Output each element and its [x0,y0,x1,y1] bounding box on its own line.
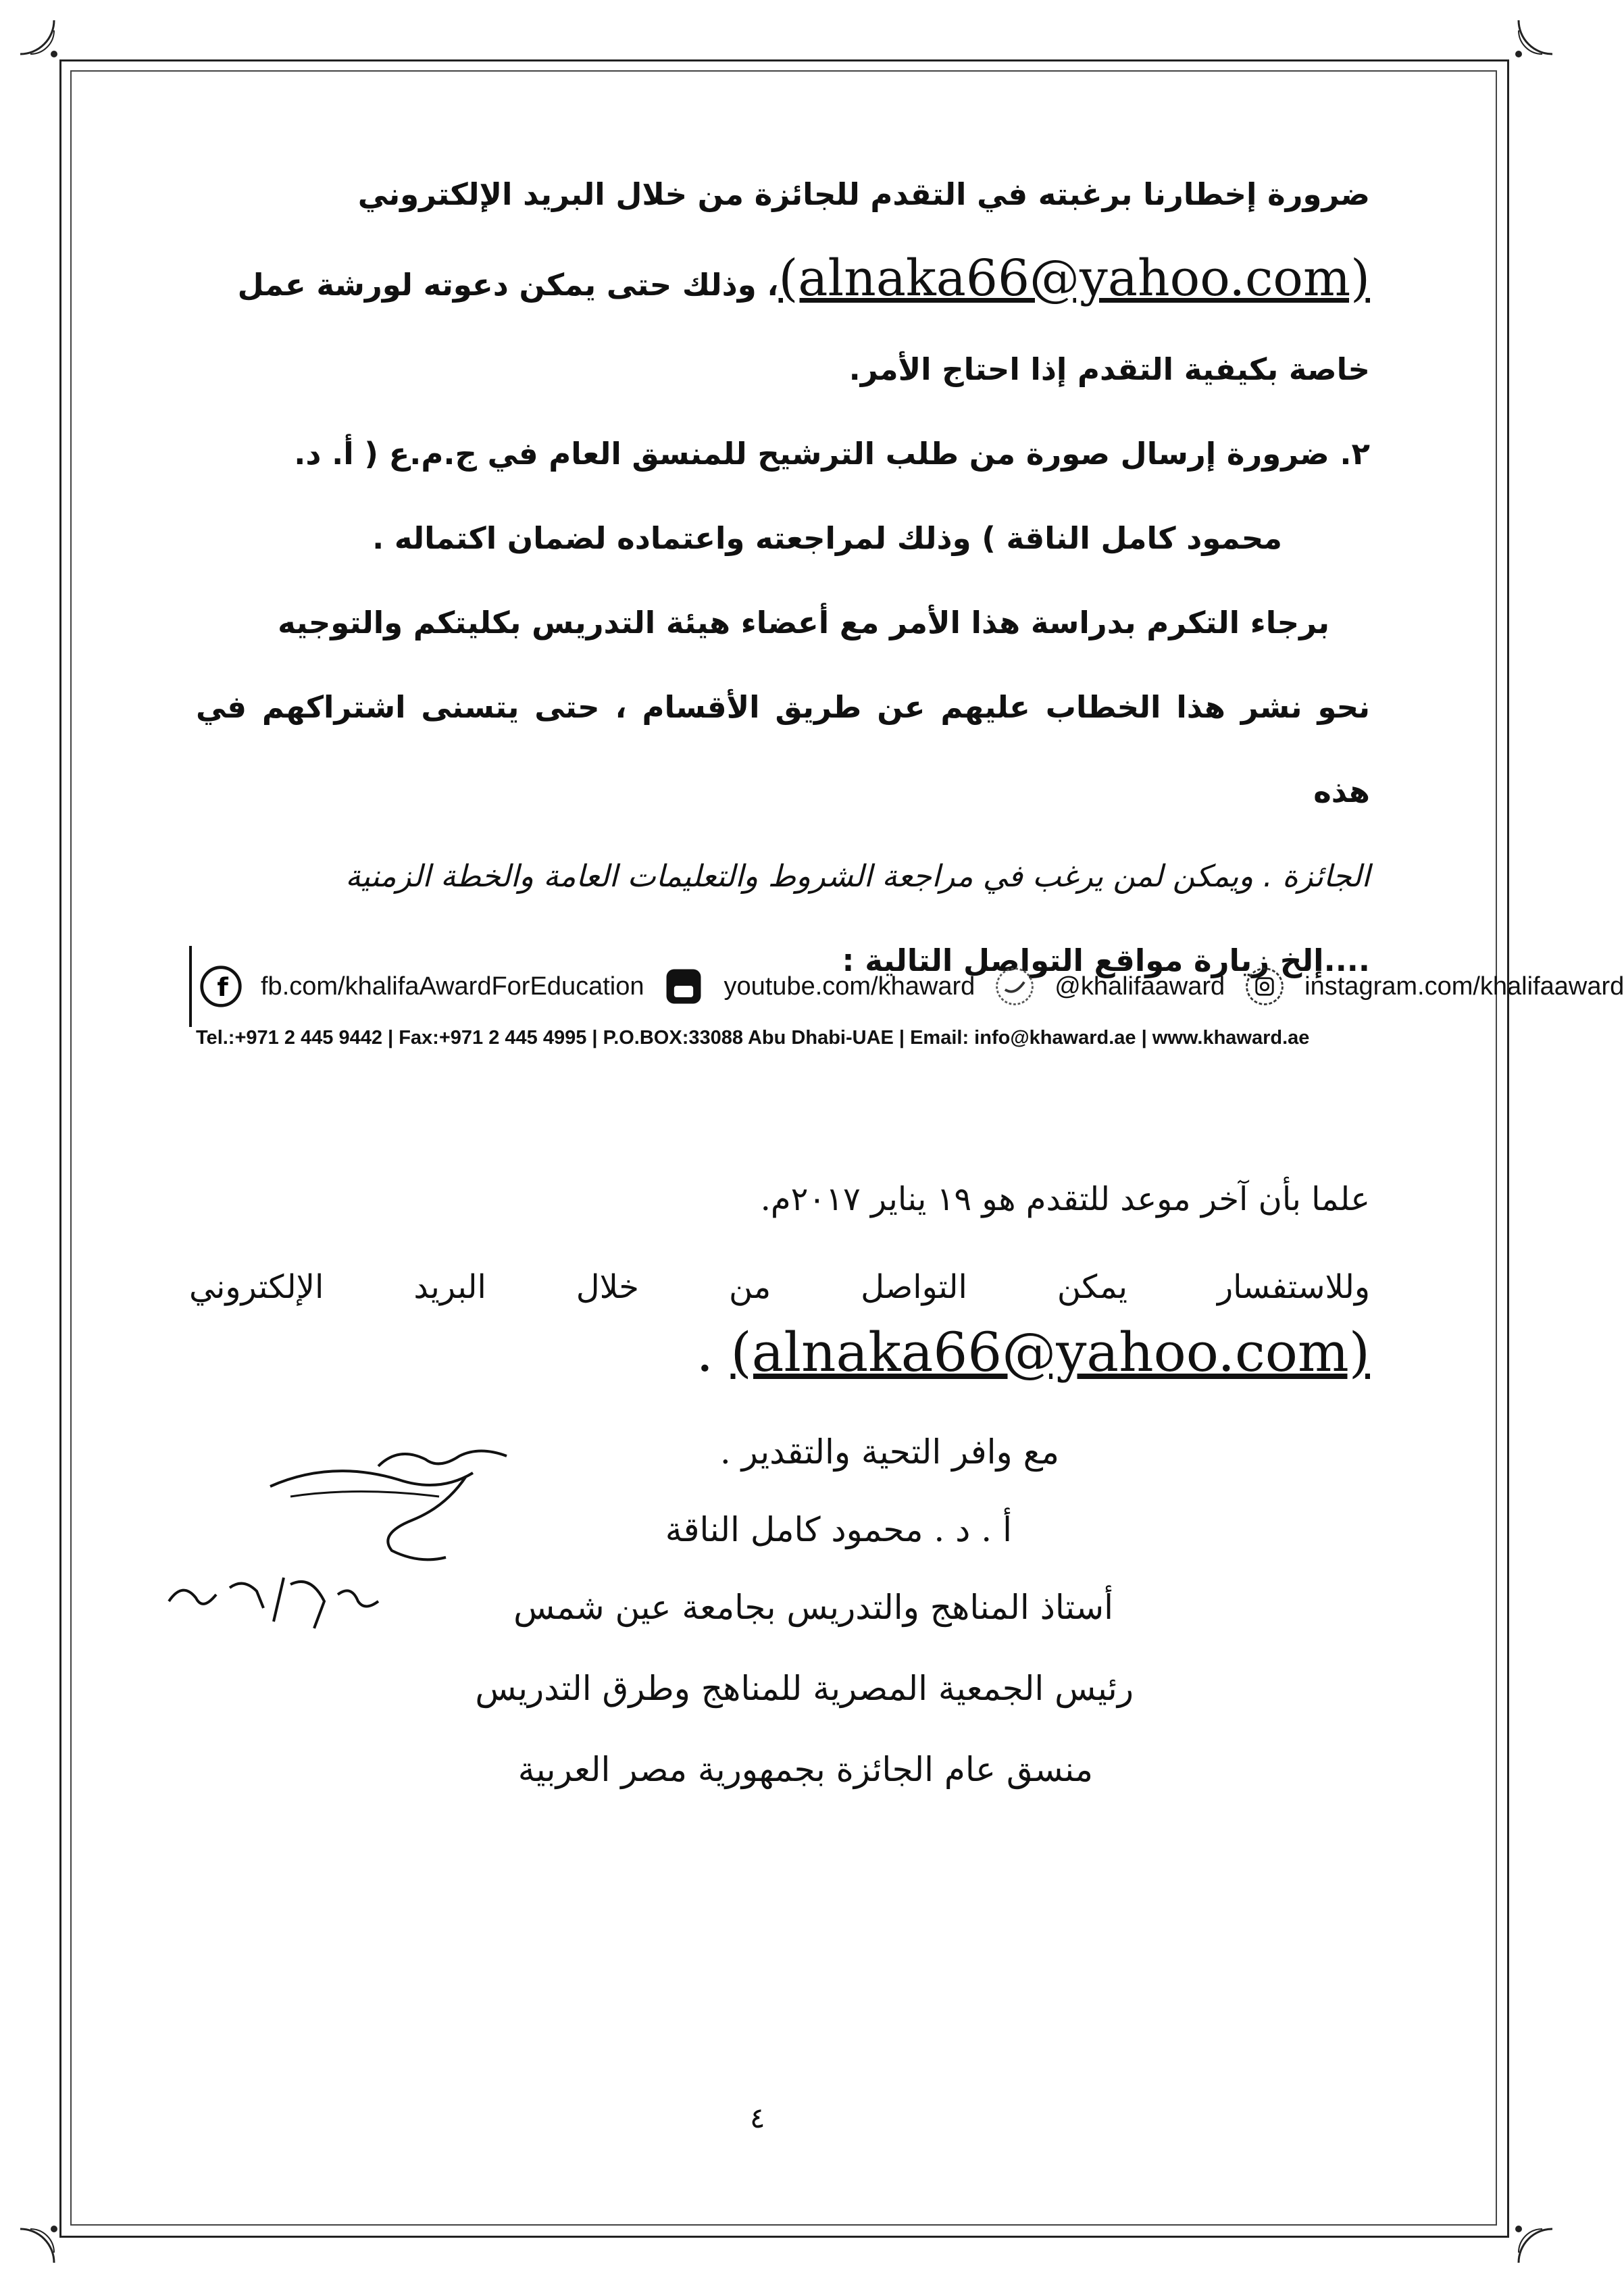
page-number: ٤ [750,2101,765,2134]
greeting: مع وافر التحية والتقدير . [719,1432,1059,1472]
body-line-2 [196,236,1370,327]
body-line-5: محمود كامل الناقة ) وذلك لمراجعته واعتماده لضمان اكتماله . [372,520,1282,556]
body-line-4: ٢. ضرورة إرسال صورة من طلب الترشيح للمنسق العام في ج.م.ع ( أ. د. [294,436,1370,472]
letter-body [196,152,1370,1003]
facebook-link[interactable]: fb.com/khalifaAwardForEducation [261,972,644,1001]
body-line-9: ....إلخ زيارة مواقع التواصل التالية : [842,943,1370,978]
instagram-icon [1242,963,1287,1010]
deadline-line: علما بأن آخر موعد للتقدم هو ١٩ يناير ٢٠١٧م. [760,1180,1370,1218]
corner-ornament-bottom-left [14,2182,101,2269]
contact-info-line: Tel.:+971 2 445 9442 | Fax:+971 2 445 4995 | P.O.BOX:33088 Abu Dhabi-UAE | Email: info@khaward.ae | www.khaward.ae [196,1027,1310,1049]
contact-email-suffix: . [696,1321,714,1384]
signatory-name: أ . د . محمود كامل الناقة [665,1510,1012,1549]
corner-ornament-top-right [1471,14,1559,101]
svg-text:f: f [217,972,228,1003]
body-line-1: ضرورة إخطارنا برغبته في التقدم للجائزة من خلال البريد الإلكتروني [357,176,1370,212]
email-link-inline[interactable]: (alnaka66@yahoo.com) [778,249,1370,307]
inquiry-word: الإلكتروني [189,1268,324,1306]
body-line-3: خاصة بكيفية التقدم إذا احتاج الأمر. [848,351,1370,387]
inquiry-word: وللاستفسار [1217,1268,1370,1306]
corner-ornament-top-left [14,14,101,101]
youtube-icon [661,963,706,1010]
corner-ornament-bottom-right [1471,2182,1559,2269]
twitter-icon [992,963,1037,1010]
body-line-6: برجاء التكرم بدراسة هذا الأمر مع أعضاء هيئة التدريس بكليتكم والتوجيه [278,605,1329,641]
signatory-title-1: أستاذ المناهج والتدريس بجامعة عين شمس [513,1588,1113,1627]
social-links-row [189,946,1624,1027]
instagram-link[interactable]: instagram.com/khalifaaward [1304,972,1624,1001]
youtube-link[interactable]: youtube.com/khaward [724,972,975,1001]
body-line-2-text: ، وذلك حتى يمكن دعوته لورشة عمل [237,267,779,303]
closing-section [189,1149,1370,1324]
inquiry-word: من [728,1268,771,1306]
facebook-icon [199,963,243,1010]
inquiry-line [189,1250,1370,1324]
body-line-8: الجائزة . ويمكن لمن يرغب في مراجعة الشروط والتعليمات العامة والخطة الزمنية [345,858,1370,894]
inquiry-word: التواصل [861,1268,967,1306]
inquiry-word: البريد [413,1268,486,1306]
signatory-title-2: رئيس الجمعية المصرية للمناهج وطرق التدريس [475,1669,1134,1708]
inquiry-word: خلال [576,1268,639,1306]
twitter-handle[interactable]: @khalifaaward [1055,972,1225,1001]
contact-email-link[interactable]: (alnaka66@yahoo.com) [730,1321,1370,1384]
contact-email [696,1321,1370,1384]
signatory-title-3: منسق عام الجائزة بجمهورية مصر العربية [517,1750,1093,1789]
inquiry-word: يمكن [1057,1268,1127,1306]
body-line-7: نحو نشر هذا الخطاب عليهم عن طريق الأقسام ، حتى يتسنى اشتراكهم في هذه [196,689,1370,809]
handwritten-signature [155,1432,534,1649]
